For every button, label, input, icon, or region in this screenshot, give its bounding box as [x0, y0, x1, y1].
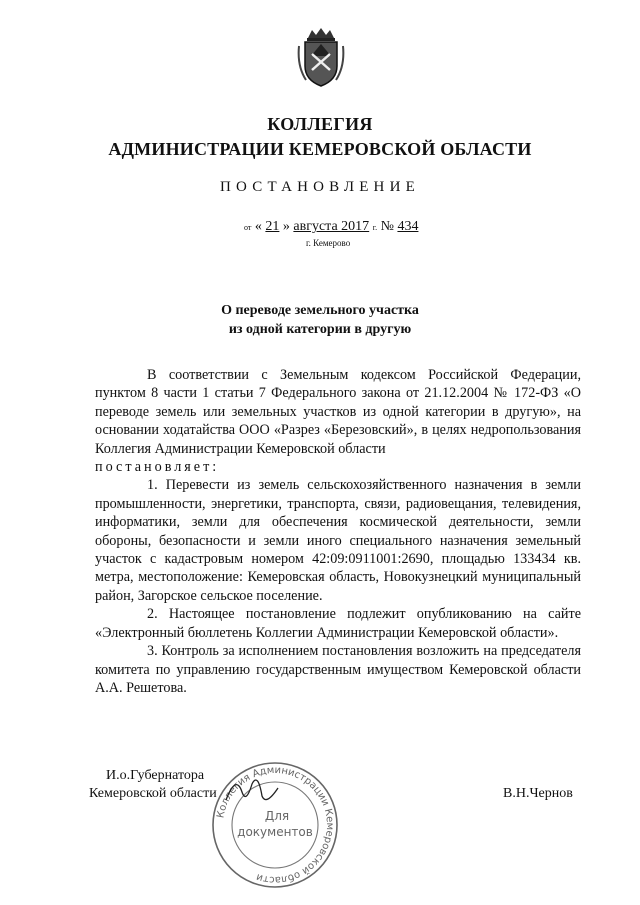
stamp-center-line2: документов — [237, 825, 313, 839]
coat-of-arms-icon — [296, 26, 346, 88]
signer-role-line1: И.о.Губернатора — [106, 768, 205, 783]
signer-role-line2: Кемеровской области — [89, 786, 217, 801]
document-title-line1: О переводе земельного участка — [221, 303, 419, 318]
document-number: 434 — [397, 219, 419, 234]
date-open-quote: « — [254, 219, 262, 234]
body-item-3: 3. Контроль за исполнением постановления возложить на председателя комитета по управлению государственным имуществом Кемеровской области А.А. Решетова. — [95, 643, 581, 696]
date-day: 21 — [265, 219, 280, 234]
date-close-quote: » — [282, 219, 290, 234]
stamp-center-line1: Для — [264, 809, 290, 823]
body-item-1: 1. Перевести из земель сельскохозяйственного назначения в земли промышленности, энергетики, транспорта, связи, радиовещания, телевидения, информатики, земли для обеспечения космической деятельности, земли обороны, безопасности и земли иного специального назначения земельный участок с кадастровым номером 42:09:0911001:2690, площадью 133434 кв. метра, местоположение: Кемеровская область, Новокузнецкий муниципальный район, Загорское сельское поселение. — [95, 477, 581, 604]
date-from-label: от — [244, 223, 252, 232]
document-type: ПОСТАНОВЛЕНИЕ — [220, 179, 420, 195]
organization-name-line1: КОЛЛЕГИЯ — [267, 114, 373, 134]
document-body — [95, 366, 581, 697]
signer-name: В.Н.Чернов — [503, 786, 573, 801]
stamp-ring-text: Коллегия Администрации Кемеровской области — [215, 764, 336, 886]
body-intro: В соответствии с Земельным кодексом Российской Федерации, пунктом 8 части 1 статьи 7 Федерального закона от 21.12.2004 № 172-ФЗ «О переводе земель или земельных участков из одной категории в другую», на основании ходатайства ООО «Разрез «Березовский», в целях недропользования Коллегия Администрации Кемеровской области — [95, 367, 581, 457]
date-year-suffix: г. — [372, 223, 378, 232]
handwritten-signature — [222, 770, 282, 810]
document-title-line2: из одной категории в другую — [228, 322, 412, 337]
document-city: г. Кемерово — [306, 238, 351, 248]
document-number-label: № — [380, 219, 394, 234]
body-resolves: постановляет: — [95, 459, 220, 476]
organization-name-line2: АДМИНИСТРАЦИИ КЕМЕРОВСКОЙ ОБЛАСТИ — [108, 139, 532, 159]
body-item-2: 2. Настоящее постановление подлежит опубликованию на сайте «Электронный бюллетень Коллегии Администрации Кемеровской области». — [95, 606, 581, 641]
date-month-year: августа 2017 — [293, 219, 370, 234]
date-number-line — [244, 219, 418, 235]
